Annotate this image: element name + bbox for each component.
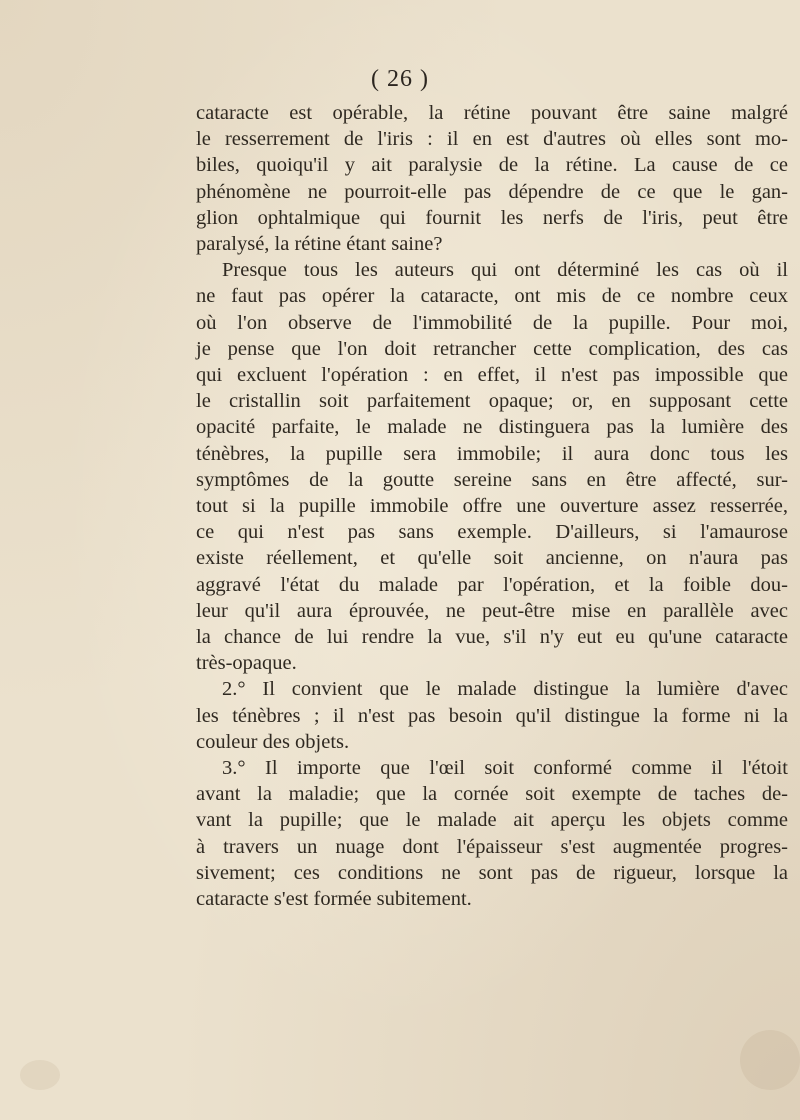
text-line: biles, quoiqu'il y ait paralysie de la rétine. La cause de ce bbox=[196, 154, 788, 177]
text-line: Presque tous les auteurs qui ont déterminé les cas où il bbox=[222, 259, 788, 282]
text-line: ne faut pas opérer la cataracte, ont mis de ce nombre ceux bbox=[196, 285, 788, 308]
text-line: à travers un nuage dont l'épaisseur s'est augmentée progres- bbox=[196, 835, 788, 858]
text-line: paralysé, la rétine étant saine? bbox=[196, 233, 443, 256]
text-line: couleur des objets. bbox=[196, 730, 350, 753]
text-line: tout si la pupille immobile offre une ouverture assez resserrée, bbox=[196, 495, 788, 518]
paper-stain bbox=[20, 1060, 60, 1090]
text-line: où l'on observe de l'immobilité de la pupille. Pour moi, bbox=[196, 311, 788, 334]
text-line: le resserrement de l'iris : il en est d'autres où elles sont mo- bbox=[196, 128, 788, 151]
text-line: cataracte est opérable, la rétine pouvant être saine malgré bbox=[196, 102, 788, 124]
text-line: 3.° Il importe que l'œil soit conformé comme il l'étoit bbox=[222, 757, 788, 780]
text-line: ténèbres, la pupille sera immobile; il aura donc tous les bbox=[196, 442, 788, 465]
text-line: très-opaque. bbox=[196, 652, 297, 675]
text-line: ce qui n'est pas sans exemple. D'ailleurs, si l'amaurose bbox=[196, 521, 788, 544]
body-text bbox=[196, 100, 788, 912]
text-line: leur qu'il aura éprouvée, ne peut-être mise en parallèle avec bbox=[196, 599, 788, 622]
text-line: avant la maladie; que la cornée soit exempte de taches de- bbox=[196, 783, 788, 806]
text-line: sivement; ces conditions ne sont pas de rigueur, lorsque la bbox=[196, 861, 788, 884]
page-number: ( 26 ) bbox=[371, 66, 429, 92]
text-line: aggravé l'état du malade par l'opération, et la foible dou- bbox=[196, 573, 788, 596]
text-line: glion ophtalmique qui fournit les nerfs de l'iris, peut être bbox=[196, 206, 788, 229]
text-line: 2.° Il convient que le malade distingue la lumière d'avec bbox=[222, 678, 788, 701]
text-line: existe réellement, et qu'elle soit ancienne, on n'aura pas bbox=[196, 547, 788, 570]
text-line: vant la pupille; que le malade ait aperçu les objets comme bbox=[196, 809, 788, 832]
text-line: qui excluent l'opération : en effet, il n'est pas impossible que bbox=[196, 364, 788, 387]
text-line: cataracte s'est formée subitement. bbox=[196, 888, 472, 911]
text-line: les ténèbres ; il n'est pas besoin qu'il distingue la forme ni la bbox=[196, 704, 788, 727]
text-line: symptômes de la goutte sereine sans en être affecté, sur- bbox=[196, 468, 788, 491]
text-line: opacité parfaite, le malade ne distinguera pas la lumière des bbox=[196, 416, 788, 439]
text-line: la chance de lui rendre la vue, s'il n'y eut eu qu'une cataracte bbox=[196, 626, 788, 649]
text-line: je pense que l'on doit retrancher cette complication, des cas bbox=[196, 337, 788, 360]
text-line: le cristallin soit parfaitement opaque; or, en supposant cette bbox=[196, 390, 788, 413]
text-line: phénomène ne pourroit-elle pas dépendre de ce que le gan- bbox=[196, 180, 788, 203]
paper-stain bbox=[740, 1030, 800, 1090]
